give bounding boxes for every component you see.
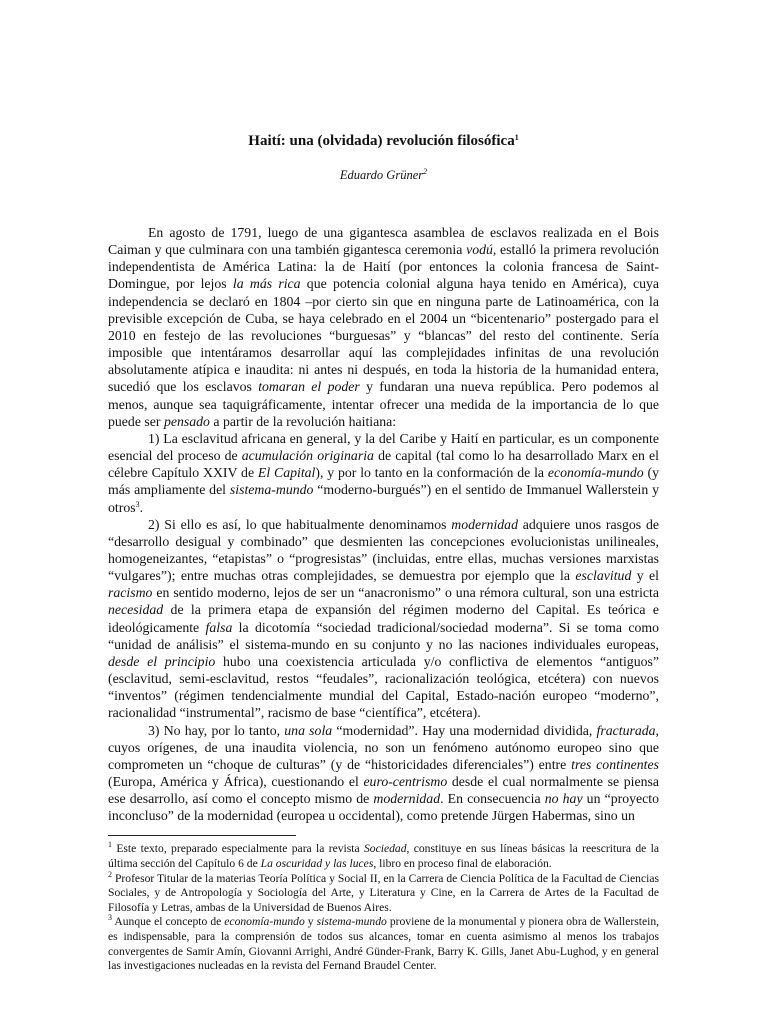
text-run: Aunque el concepto de (112, 915, 225, 929)
text-run: y el (631, 568, 659, 584)
emphasis-text: falsa (205, 619, 233, 635)
title-footnote-ref[interactable]: 1 (514, 133, 519, 142)
emphasis-text: sistema-mundo (316, 915, 387, 929)
footnote-ref[interactable]: 3 (135, 499, 140, 509)
emphasis-text: economía-mundo (547, 465, 644, 481)
text-run: 2) Si ello es así, lo que habitualmente denominamos (148, 516, 452, 532)
text-run: en sentido moderno, lejos de ser un “anacronismo” o una rémora cultural, son una estricta (152, 585, 659, 601)
text-run: Este texto, preparado especialmente para la revista (112, 842, 364, 856)
emphasis-text: La oscuridad y las luces (260, 857, 374, 871)
emphasis-text: una sola (284, 722, 333, 738)
emphasis-text: euro-centrismo (363, 774, 448, 789)
footnote-2 (108, 869, 659, 916)
text-run: 3) No hay, por lo tanto, (148, 722, 285, 738)
article-body (108, 224, 659, 824)
footnote-ref[interactable]: 3 (108, 913, 112, 923)
text-run: , constituye en sus líneas básicas la reescritura de la última sección del Capítulo 6 de (108, 842, 659, 871)
text-run: desde el cual normalmente se piensa ese desarrollo, así como el concepto mismo de (108, 774, 659, 807)
emphasis-text: modernidad (373, 791, 441, 807)
text-run: . (139, 499, 144, 515)
text-run: “modernidad”. Hay una modernidad dividida, (332, 722, 597, 738)
emphasis-text: fracturada (596, 722, 656, 738)
text-run: En agosto de 1791, luego de una gigantesca asamblea de esclavos realizada en el Bois Caiman y que culminara con una también gigantesca ceremonia (108, 225, 659, 258)
text-run: un “proyecto inconcluso” de la modernidad (europea u occidental), como pretende Jürgen Habermas, sino un (108, 791, 659, 824)
author-footnote-ref[interactable]: 2 (423, 167, 428, 176)
author-name: Eduardo Grüner (339, 168, 424, 182)
text-run: (y más ampliamente del (108, 465, 659, 498)
point-3-paragraph (108, 722, 659, 825)
text-run: ), y por lo tanto en la conformación de la (315, 465, 548, 481)
footnote-3 (108, 915, 659, 973)
emphasis-text: acumulación originaria (241, 448, 374, 464)
emphasis-text: esclavitud (575, 568, 632, 584)
emphasis-text: economía-mundo (224, 915, 305, 929)
text-run: de capital (tal como lo ha desarrollado Marx en el célebre Capítulo XXIV de (108, 448, 659, 481)
emphasis-text: Sociedad (364, 842, 407, 856)
article-title (108, 0, 659, 152)
text-run: proviene de la monumental y pionera obra de Wallerstein, es indispensable, para la comprensión de todos sus alcances, tomar en cuenta asimismo al menos los trabajos convergentes de Samir Amín, Giovanni Arrighi, André Günder-Frank, Barry K. Gills, Janet Abu-Lughod, y en general las investigaciones nucleadas en la revista del Fernand Braudel Center. (108, 915, 660, 973)
text-run: y fundaran una nueva república. Pero podemos al menos, aunque sea taquigráficamente, intentar ofrecer una medida de la importancia de lo que puede ser (108, 379, 659, 429)
text-run: y (304, 915, 317, 929)
text-run: adquiere unos rasgos de “desarrollo desigual y combinado” que desmienten las concepciones evolucionistas unilineales, homogeneizantes, “etapistas” o “progresistas” (incluidas, entre ellas, muchas versiones marxistas “vulgares”); entre muchas otras complejidades, se demuestra por ejemplo que la (108, 516, 659, 584)
emphasis-text: modernidad (451, 516, 518, 532)
text-run: , estalló la primera revolución independentista de América Latina: la de Haití (por entonces la colonia francesa de Saint-Domingue, por lejos (108, 242, 659, 292)
article-title-text: Haití: una (olvidada) revolución filosófica (248, 133, 515, 149)
footnote-separator (108, 835, 296, 836)
emphasis-text: racismo (108, 585, 153, 601)
emphasis-text: necesidad (108, 602, 164, 618)
emphasis-text: El Capital (257, 465, 316, 481)
emphasis-text: no hay (544, 791, 583, 807)
text-run: a partir de la revolución haitiana: (209, 413, 397, 429)
text-run: , cuyos orígenes, de una inaudita violencia, no son un fenómeno autónomo europeo sino que comprometen un “choque de culturas” (y de “historicidades diferenciales”) entre (108, 722, 659, 772)
text-run: Profesor Titular de la materias Teoría Política y Social II, en la Carrera de Ciencia Política de la Facultad de Ciencias Sociales, y de Antropología y Sociología del Arte, y Literatura y Cine, en la Carrera de Artes de la Facultad de Filosofía y Letras, ambas de la Universidad de Buenos Aires. (108, 871, 659, 914)
text-run: que potencia colonial alguna haya tenido en América), cuya independencia se declaró en 1804 –por cierto sin que en ninguna parte de Latinoamérica, con la previsible excepción de Cuba, se haya celebrado en el 2004 un “bicentenario” postergado para el 2010 en festejo de las revoluciones “burguesas” y “blancas” del resto del continente. Sería imposible que intentáramos desarrollar aquí las complejidades infinitas de una revolución absolutamente atípica e inaudita: ni antes ni después, en toda la historia de la humanidad entera, sucedió que los esclavos (108, 276, 659, 395)
emphasis-text: tomaran el poder (258, 379, 360, 395)
text-run: hubo una coexistencia articulada y/o conflictiva de elementos “antiguos” (esclavitud, semi-esclavitud, restos “feudales”, racionalización teológica, etcétera) con nuevos “inventos” (régimen tendencialmente mundial del Capital, Estado-nación europeo “moderno”, racionalidad “instrumental”, racismo de base “científica”, etcétera). (108, 653, 659, 721)
emphasis-text: la más rica (232, 276, 301, 292)
emphasis-text: pensado (163, 413, 210, 429)
text-run: “moderno-burgués”) en el sentido de Immanuel Wallerstein y otros (108, 482, 659, 515)
text-run: , libro en proceso final de elaboración. (373, 857, 552, 871)
emphasis-text: tres continentes (571, 756, 660, 772)
footnote-1 (108, 842, 659, 871)
footnote-ref[interactable]: 2 (108, 869, 112, 879)
text-run: (Europa, América y África), cuestionando el (108, 774, 364, 789)
emphasis-text: desde el principio (108, 653, 216, 669)
text-run: 1) La esclavitud africana en general, y la del Caribe y Haití en particular, es un componente esencial del proceso de (108, 430, 659, 464)
point-1-paragraph (108, 430, 659, 516)
footnote-ref[interactable]: 1 (108, 840, 112, 850)
text-run: de la primera etapa de expansión del régimen moderno del Capital. Es teórica e ideológicamente (108, 602, 659, 635)
emphasis-text: vodú (466, 242, 493, 258)
emphasis-text: sistema-mundo (229, 482, 314, 498)
text-run: . En consecuencia (440, 791, 545, 807)
text-run: la dicotomía “sociedad tradicional/sociedad moderna”. Si se toma como “unidad de análisis” el sistema-mundo en su conjunto y no las naciones individuales europeas, (108, 619, 660, 652)
intro-paragraph (108, 224, 659, 430)
point-2-paragraph (108, 516, 659, 722)
article-author (108, 167, 659, 183)
